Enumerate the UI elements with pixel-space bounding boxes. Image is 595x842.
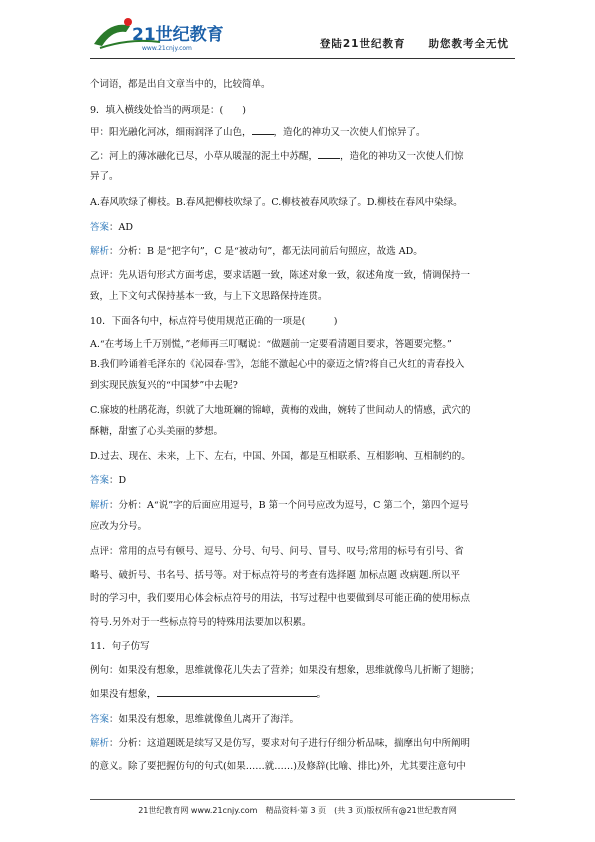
question-9-line-a bbox=[90, 124, 426, 138]
text-line: 。 bbox=[316, 689, 327, 700]
question-10-option-c: C.寐坡的杜鹃花海，织就了大地斑斓的锦嶂，黄梅的戏曲，婉转了世间动人的情感，武穴的 bbox=[90, 405, 471, 416]
analysis-11 bbox=[90, 735, 470, 749]
text-line: 时的学习中，我们要用心体会标点符号的用法，书写过程中也要做到尽可能正确的使用标点 bbox=[90, 593, 471, 604]
text-line: 到实现民族复兴的“中国梦”中去呢? bbox=[90, 380, 238, 391]
text-line: 点评：常用的点号有顿号、逗号、分号、句号、问号、冒号、叹号;常用的标号有引号、省 bbox=[90, 546, 464, 557]
answer-label: 答案 bbox=[90, 714, 110, 725]
answer-blank bbox=[318, 149, 340, 159]
page-header bbox=[90, 14, 515, 56]
text-line: 致，上下文句式保持基本一致，与上下文思路保持连贯。 bbox=[90, 291, 328, 302]
text-line: 个词语，都是出自文章当中的，比较简单。 bbox=[90, 79, 271, 90]
analysis-label: 解析 bbox=[90, 738, 110, 749]
answer-label: 答案 bbox=[90, 475, 110, 486]
logo bbox=[90, 14, 240, 54]
question-9: 9．填入横线处恰当的两项是：( ) bbox=[90, 105, 246, 116]
analysis-label: 解析 bbox=[90, 246, 110, 257]
answer-label: 答案 bbox=[90, 222, 110, 233]
answer-text: ：D bbox=[109, 475, 127, 486]
analysis-text: ：分析：这道题既是续写又是仿写，要求对句子进行仔细分析品味，揣摩出句中所阐明 bbox=[109, 738, 471, 749]
analysis-text: ：分析：A“说”字的后面应用逗号，B 第一个问号应改为逗号，C 第二个，第四个逗号 bbox=[109, 500, 469, 511]
text-line: ，造化的神功又一次使人们惊 bbox=[340, 151, 464, 162]
question-11: 11．句子仿写 bbox=[90, 641, 150, 652]
question-10-option-d: D.过去、现在、未来，上下、左右，中国、外国，都是互相联系、互相影响、互相制约的。 bbox=[90, 451, 471, 462]
question-11-example: 例句：如果没有想象，思维就像花儿失去了营养；如果没有想象，思维就像鸟儿折断了翅膀； bbox=[90, 665, 480, 676]
analysis-text: ：分析：B 是“把字句”，C 是“被动句”，都无法同前后句照应，故选 AD。 bbox=[109, 246, 423, 257]
text-line: 异了。 bbox=[90, 171, 119, 182]
answer-10 bbox=[90, 472, 126, 486]
answer-11 bbox=[90, 711, 299, 725]
question-10-option-a: A.“在考场上千万别慌，”老师再三叮嘱说：“做题前一定要看清题目要求，答题要完整。” bbox=[90, 339, 452, 350]
question-10-option-b: B.我们吟诵着毛泽东的《沁园春·雪》，怎能不激起心中的豪迈之情?将自己火红的青春投入 bbox=[90, 359, 465, 370]
question-11-example-cont bbox=[90, 686, 326, 700]
analysis-9 bbox=[90, 243, 423, 257]
analysis-10 bbox=[90, 497, 469, 511]
text-line: ，造化的神功又一次使人们惊异了。 bbox=[273, 127, 426, 138]
text-line: 酥糖，甜蜜了心头美丽的梦想。 bbox=[90, 426, 224, 437]
text-line: 甲：阳光融化河冰，细雨润泽了山色， bbox=[90, 127, 252, 138]
answer-blank bbox=[252, 125, 274, 135]
question-9-line-b bbox=[90, 148, 464, 162]
answer-text: ：如果没有想象，思维就像鱼儿离开了海洋。 bbox=[109, 714, 300, 725]
answer-9 bbox=[90, 219, 133, 233]
question-9-options: A.春风吹绿了柳枝。B.春风把柳枝吹绿了。C.柳枝被春风吹绿了。D.柳枝在春风中染绿。 bbox=[90, 197, 463, 208]
header-divider bbox=[90, 58, 515, 59]
text-line: 应改为分号。 bbox=[90, 521, 148, 532]
analysis-label: 解析 bbox=[90, 500, 110, 511]
question-10: 10．下面各句中，标点符号使用规范正确的一项是( ) bbox=[90, 316, 338, 327]
text-line: 点评：先从语句形式方面考虑，要求话题一致，陈述对象一致，叙述角度一致，情调保持一 bbox=[90, 270, 471, 281]
logo-url: www.21cnjy.com bbox=[142, 45, 192, 52]
page-footer: 21世纪教育网 www.21cnjy.com 精品资料·第 3 页 (共 3 页)版权所有@21世纪教育网 bbox=[138, 806, 457, 815]
answer-text: ：AD bbox=[109, 222, 133, 233]
text-line: 的意义。除了要把握仿句的句式(如果……就……)及修辞(比喻、排比)外，尤其要注意句中 bbox=[90, 761, 466, 772]
header-slogan: 登陆21世纪教育 助您教考全无忧 bbox=[319, 38, 509, 50]
text-line: 符号.另外对于一些标点符号的特殊用法要加以积累。 bbox=[90, 617, 312, 628]
footer-divider bbox=[90, 799, 515, 800]
text-line: 乙：河上的薄冰融化已尽，小草从暖湿的泥土中苏醒， bbox=[90, 151, 319, 162]
logo-text: 21世纪教育 bbox=[132, 25, 224, 45]
text-line: 略号、破折号、书名号、括号等。对于标点符号的考查有选择题 加标点题 改病题.所以平 bbox=[90, 570, 461, 581]
text-line: 如果没有想象， bbox=[90, 689, 157, 700]
answer-blank bbox=[157, 687, 317, 697]
